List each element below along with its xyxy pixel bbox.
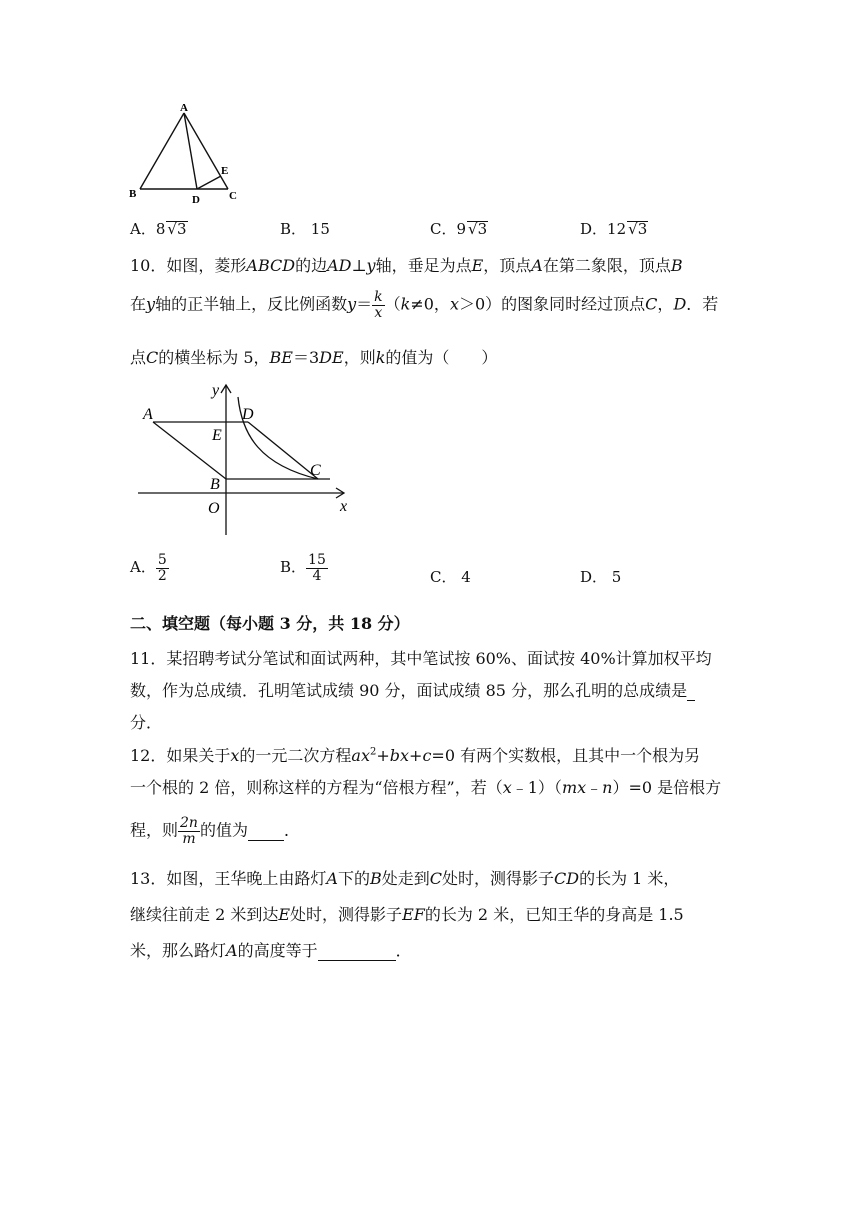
q9-option-a[interactable]: A．8 √3: [130, 220, 187, 238]
section-title: 二、填空题（每小题 3 分，共 18 分）: [130, 614, 410, 633]
segment-ab: [140, 113, 184, 189]
q11-line-1: 11．某招聘考试分笔试和面试两种，其中笔试按 60%、面试按 40%计算加权平均: [130, 649, 712, 668]
q10-line-2: 在y轴的正半轴上，反比例函数y＝ $\frac{k}{x}$ （k≠0，x＞0）的图象同时经过顶点C，D．若: [130, 289, 719, 321]
q12-line-3: 程，则 $\frac{2n}{m}$ 的值为 ．: [130, 815, 300, 847]
q12-line-2: 一个根的 2 倍，则称这样的方程为“倍根方程”，若（x﹣1）（mx﹣n）=0 是倍根方: [130, 778, 722, 797]
rhombus-coordinate-figure: [130, 375, 360, 540]
label-a: A: [180, 102, 188, 114]
label-y: y: [212, 382, 220, 399]
q13-line-2: 继续往前走 2 米到达E处时，测得影子EF的长为 2 米，已知王华的身高是 1.5: [130, 905, 684, 924]
segment-de: [197, 176, 221, 189]
label-b: B: [210, 476, 220, 493]
q10-line-3: 点C的横坐标为 5，BE＝3DE，则k的值为（ ）: [130, 348, 498, 367]
q10-option-b[interactable]: B． $\frac{15}{4}$: [280, 552, 326, 584]
q13-line-3: 米，那么路灯A的高度等于 ．: [130, 941, 412, 960]
triangle-figure: [125, 100, 250, 205]
q13-line-1: 13．如图，王华晚上由路灯A下的B处走到C处时，测得影子CD的长为 1 米，: [130, 869, 680, 888]
q9-option-b[interactable]: B． 15: [280, 220, 330, 238]
label-c: C: [310, 462, 321, 479]
fraction-k-over-x: $\frac{k}{x}$: [374, 289, 383, 321]
label-e: E: [221, 165, 229, 177]
label-o: O: [208, 500, 220, 517]
sqrt-symbol: √3: [628, 220, 648, 238]
q10-line-1: 10．如图，菱形ABCD的边AD⊥y轴，垂足为点E，顶点A在第二象限，顶点B: [130, 256, 683, 275]
answer-blank[interactable]: [318, 941, 396, 961]
label-a: A: [143, 406, 153, 423]
q9-option-d[interactable]: D．12 √3: [580, 220, 648, 238]
segment-dc: [248, 422, 318, 479]
fraction-2n-over-m: $\frac{2n}{m}$: [180, 815, 198, 847]
label-e: E: [212, 427, 222, 444]
q12-line-1: 12．如果关于x的一元二次方程$ax^2+bx+c=0$ 有两个实数根，且其中一个根为另: [130, 746, 701, 765]
label-d: D: [242, 406, 254, 423]
answer-blank[interactable]: [687, 681, 695, 701]
q9-option-c[interactable]: C．9 √3: [430, 220, 488, 238]
q11-line-2: 数，作为总成绩．孔明笔试成绩 90 分，面试成绩 85 分，那么孔明的总成绩是: [130, 678, 695, 701]
sqrt-symbol: √3: [468, 220, 488, 238]
label-c: C: [229, 190, 237, 202]
label-b: B: [129, 188, 137, 200]
label-x: x: [340, 498, 348, 515]
answer-blank[interactable]: [248, 821, 284, 841]
q10-option-c[interactable]: C． 4: [430, 568, 471, 586]
q11-line-3: 分．: [130, 713, 163, 732]
sqrt-symbol: √3: [167, 220, 187, 238]
q10-option-d[interactable]: D． 5: [580, 568, 622, 586]
q10-option-a[interactable]: A． $\frac{5}{2}$: [130, 552, 167, 584]
label-d: D: [192, 194, 200, 205]
